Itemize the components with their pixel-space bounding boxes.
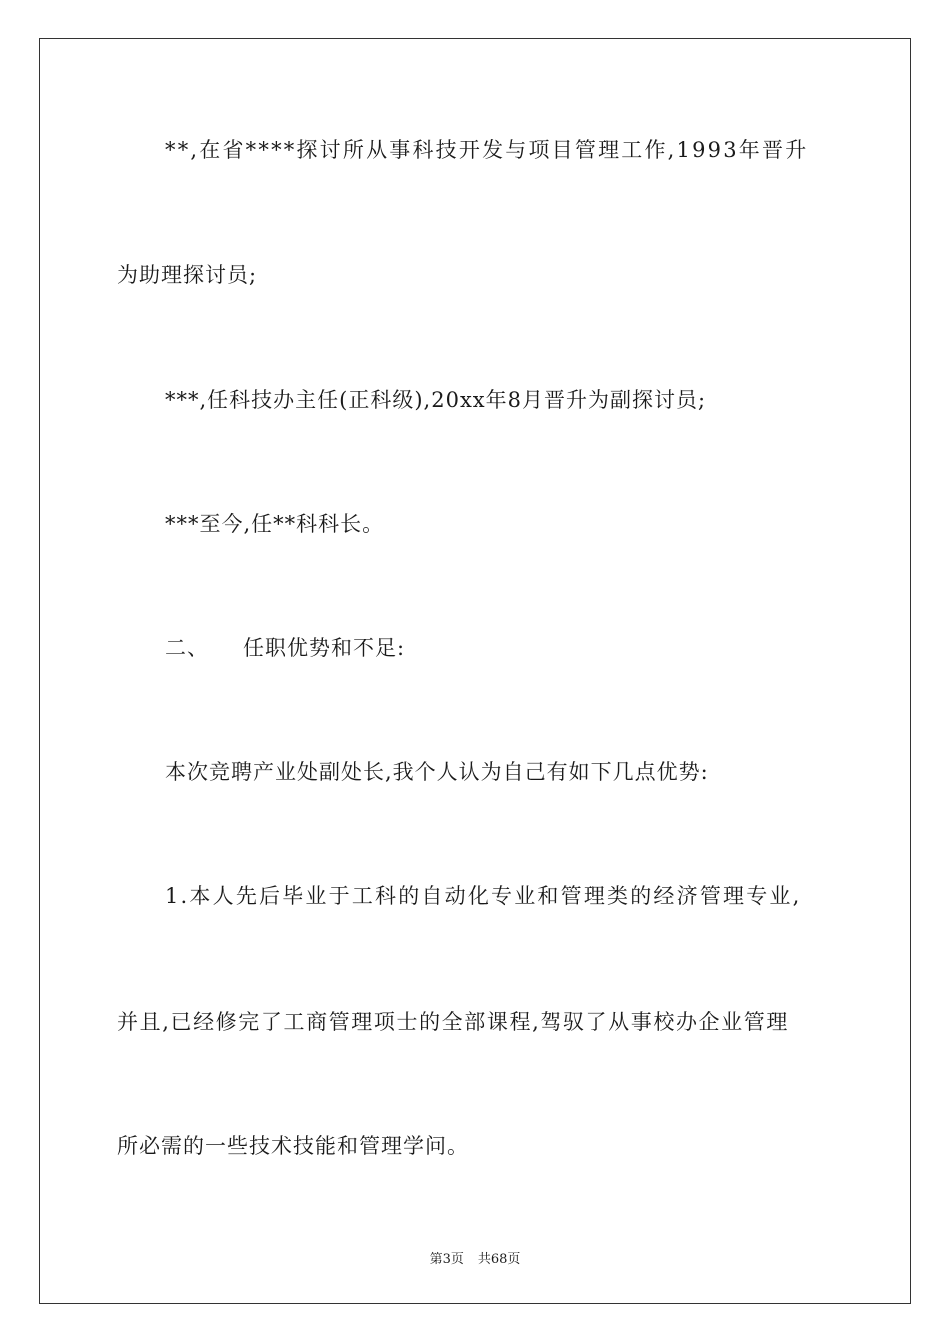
paragraph-line: 本次竞聘产业处副处长,我个人认为自己有如下几点优势: <box>165 760 709 784</box>
page-footer <box>0 1248 950 1267</box>
section-number: 二、 <box>165 636 209 660</box>
page-border <box>39 38 911 1304</box>
paragraph-line: 所必需的一些技术技能和管理学问。 <box>117 1134 469 1158</box>
section-heading <box>165 635 405 661</box>
paragraph-line: **,在省****探讨所从事科技开发与项目管理工作,1993年晋升 <box>165 138 809 162</box>
page-number: 第3页 <box>429 1252 464 1267</box>
section-title: 任职优势和不足: <box>243 636 406 660</box>
paragraph-line: 并且,已经修完了工商管理项士的全部课程,驾驭了从事校办企业管理 <box>117 1010 789 1034</box>
paragraph-line: 1.本人先后毕业于工科的自动化专业和管理类的经济管理专业, <box>165 884 802 908</box>
page-total: 共68页 <box>477 1252 521 1267</box>
paragraph-line: 为助理探讨员; <box>117 263 258 287</box>
paragraph-line: ***,任科技办主任(正科级),20xx年8月晋升为副探讨员; <box>165 388 707 412</box>
paragraph-line: ***至今,任**科科长。 <box>165 512 385 536</box>
